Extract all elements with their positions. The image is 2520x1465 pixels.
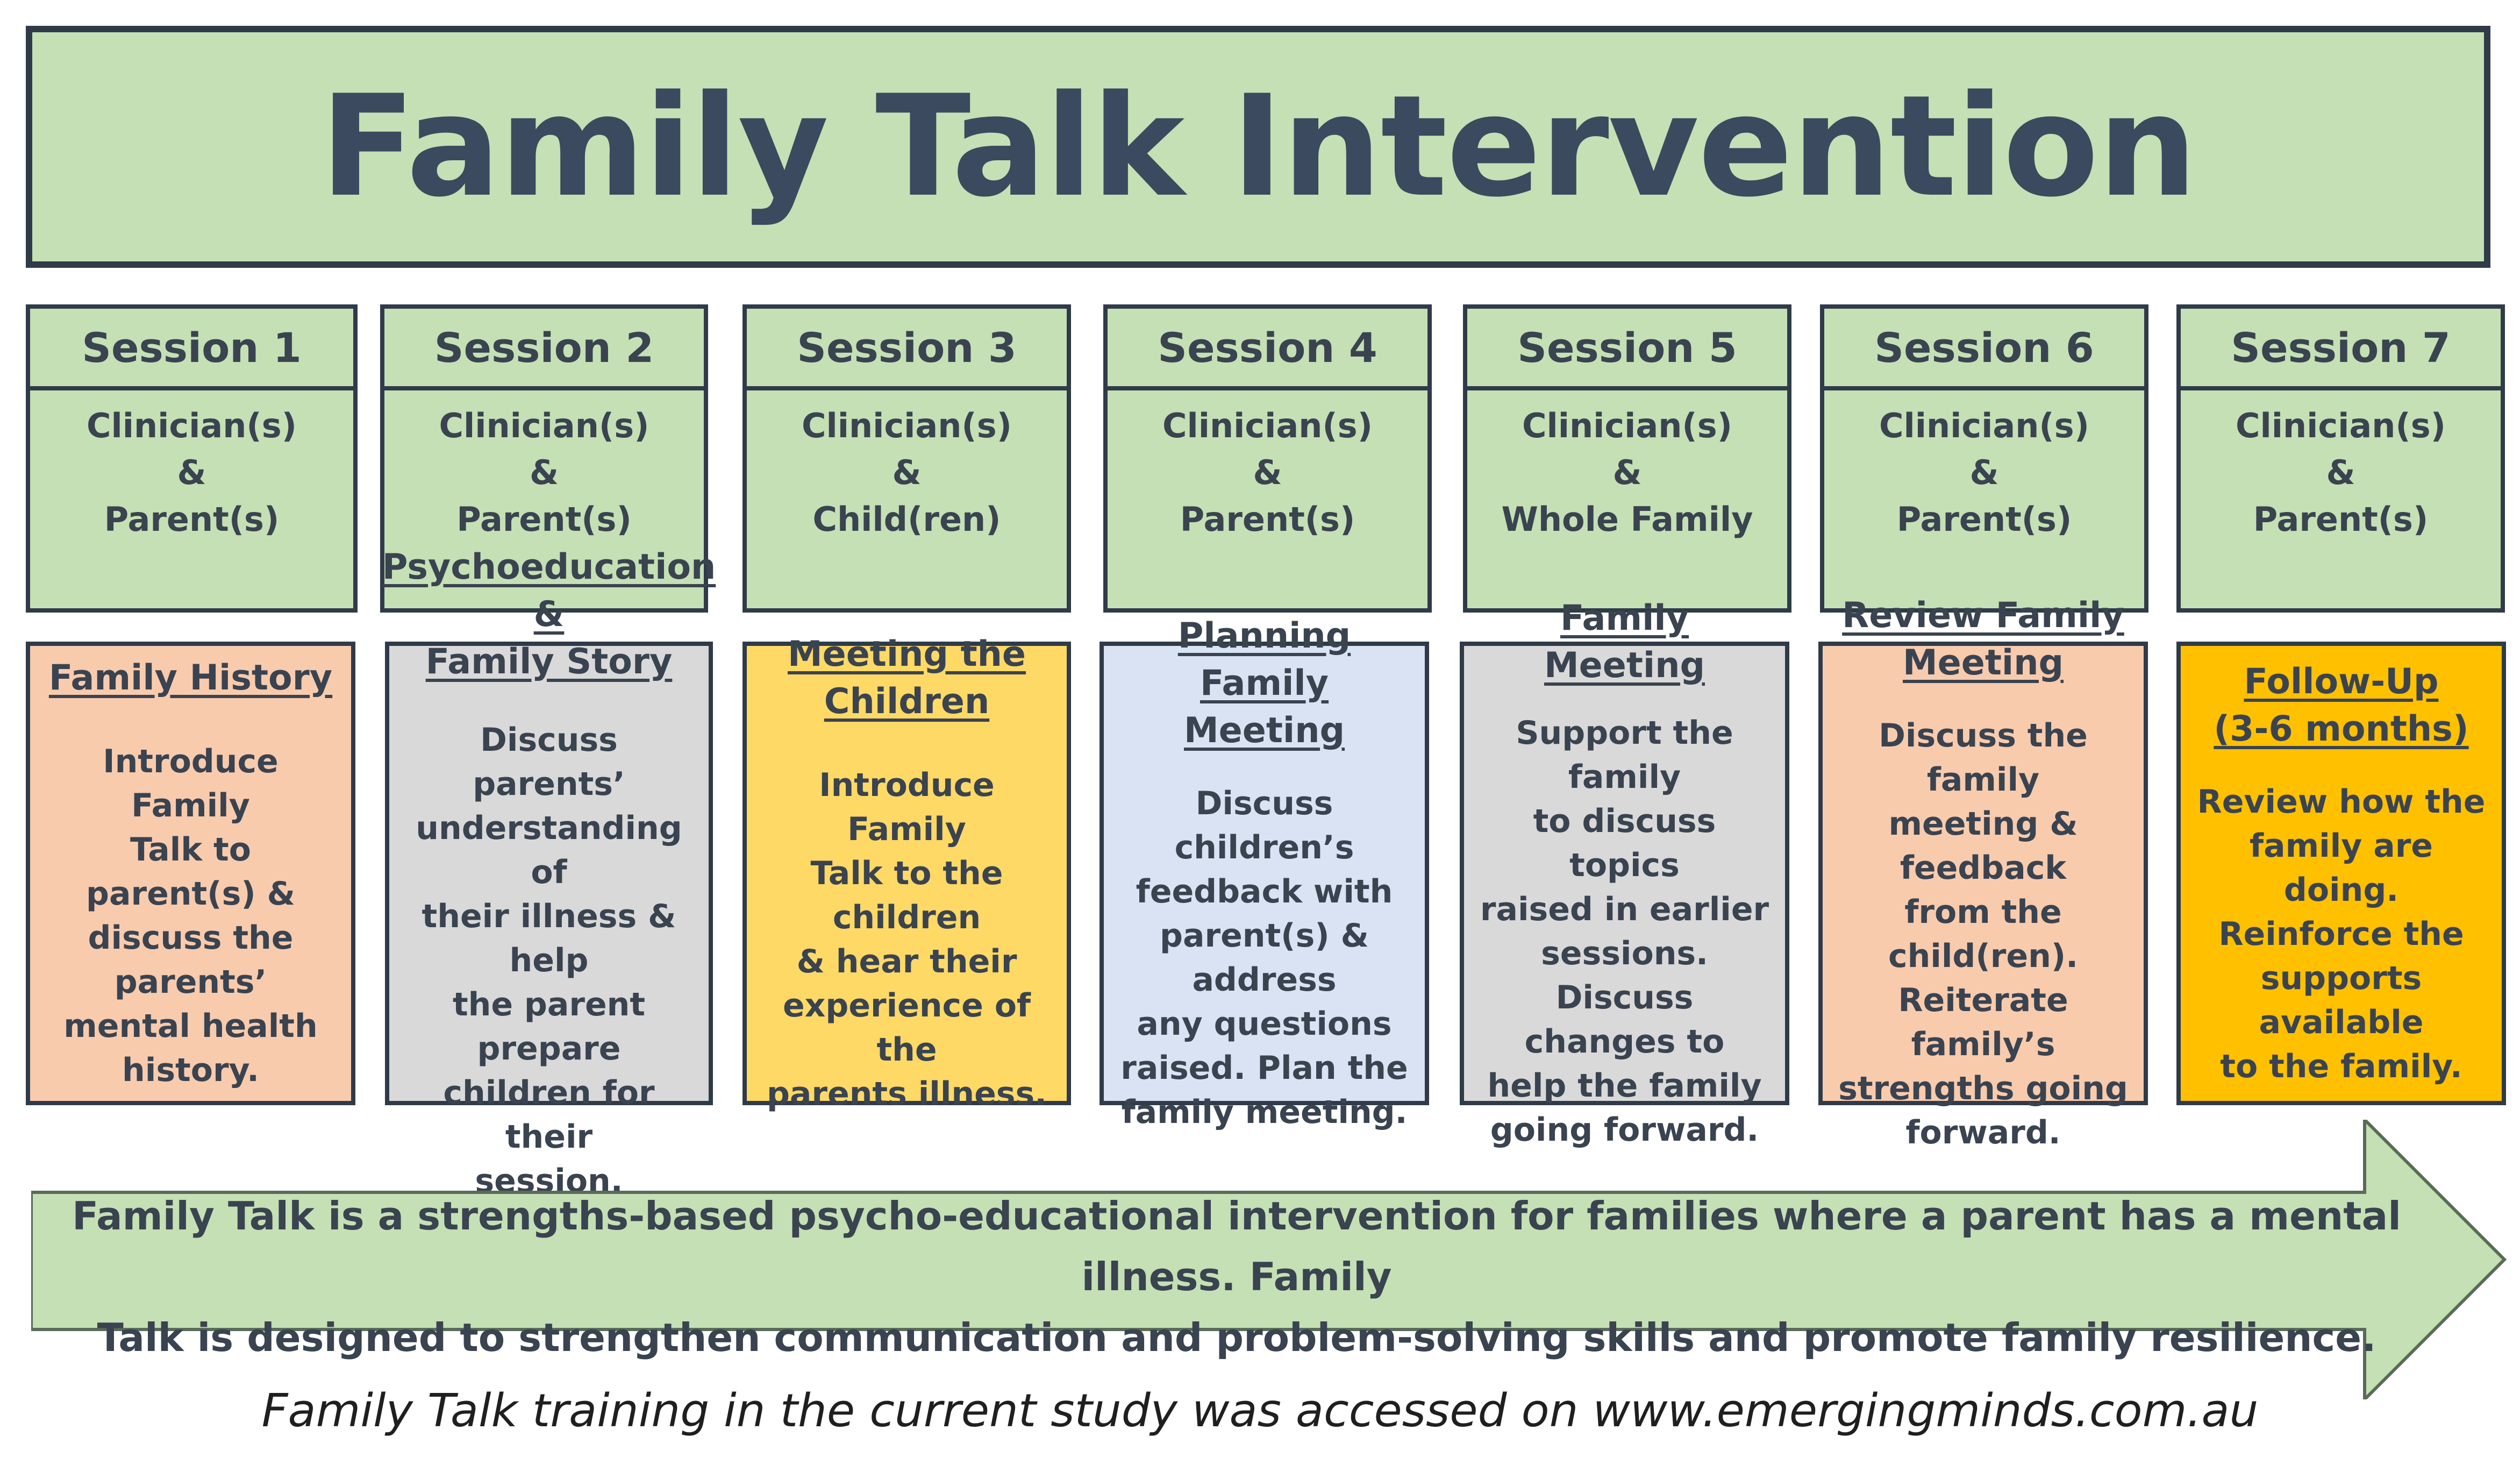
session-label: Session 7	[2181, 309, 2501, 390]
session-label: Session 6	[1824, 309, 2144, 390]
participant-line: Clinician(s)	[1522, 406, 1732, 445]
card-meeting-children	[743, 634, 1071, 1113]
card-description: Discuss parents’ understanding of their illness & help the parent prepare children for their session.	[416, 721, 682, 1200]
participant-line: Parent(s)	[1180, 500, 1355, 539]
card-review-meeting	[1818, 595, 2148, 1151]
card-heading: Family History	[48, 658, 333, 698]
session-box-7	[2176, 304, 2505, 613]
summary-line: Family Talk is a strengths-based psycho-educational intervention for families where a parent has a mental illness. Family	[72, 1193, 2401, 1299]
participant-line: &	[892, 453, 922, 492]
session-box-6	[1820, 304, 2148, 613]
card-psychoeducation	[382, 547, 716, 1200]
card-description: Discuss children’s feedback with parent(s) & address any questions raised. Plan the family meeting.	[1120, 785, 1408, 1131]
card-description: Support the family to discuss topics raised in earlier sessions. Discuss changes to help the family going forward.	[1480, 714, 1769, 1149]
session-participants	[1108, 390, 1427, 543]
session-participants	[384, 390, 704, 543]
session-label: Session 5	[1467, 309, 1787, 390]
participant-line: Clinician(s)	[2236, 406, 2446, 445]
card-planning-meeting	[1100, 616, 1429, 1131]
session-box-3	[743, 304, 1071, 613]
card-heading: Review Family Meeting	[1842, 595, 2124, 683]
session-participants	[747, 390, 1067, 543]
session-participants	[30, 390, 353, 543]
card-description: Discuss the family meeting & feedback from the child(ren). Reiterate family’s strengths going forward.	[1838, 717, 2128, 1151]
participant-line: Clinician(s)	[439, 406, 649, 445]
participant-line: &	[529, 453, 559, 492]
card-heading: Planning Family Meeting	[1177, 616, 1351, 751]
participant-line: Clinician(s)	[802, 406, 1012, 445]
session-label: Session 1	[30, 309, 353, 390]
card-heading: Follow-Up (3-6 months)	[2214, 662, 2469, 749]
card-description: Review how the family are doing. Reinforce the supports available to the family.	[2197, 783, 2486, 1085]
session-label: Session 3	[747, 309, 1067, 390]
participant-line: Clinician(s)	[87, 406, 297, 445]
participant-line: Whole Family	[1501, 500, 1753, 539]
participant-line: Clinician(s)	[1879, 406, 2089, 445]
page-title: Family Talk Intervention	[320, 66, 2196, 228]
card-family-history	[26, 642, 355, 1105]
session-label: Session 4	[1108, 309, 1427, 390]
intervention-summary	[54, 1186, 2419, 1368]
participant-line: &	[2326, 453, 2355, 492]
card-heading: Meeting the Children	[787, 634, 1026, 722]
participant-line: Parent(s)	[2253, 500, 2429, 539]
participant-line: &	[177, 453, 206, 492]
participant-line: &	[1253, 453, 1282, 492]
footer-note: Family Talk training in the current study was accessed on www.emergingminds.com.au	[261, 1384, 2259, 1438]
card-description: Introduce Family Talk to parent(s) & discuss the parents’ mental health history.	[63, 743, 318, 1089]
participant-line: Parent(s)	[104, 500, 280, 539]
session-box-1	[26, 304, 358, 613]
session-label: Session 2	[384, 309, 704, 390]
card-heading: Family Meeting	[1544, 598, 1705, 686]
summary-line: Talk is designed to strengthen communication and problem-solving skills and promote family resilience.	[97, 1315, 2376, 1360]
card-follow-up	[2176, 642, 2506, 1105]
participant-line: Parent(s)	[456, 500, 632, 539]
session-box-5	[1463, 304, 1791, 613]
card-family-meeting	[1460, 598, 1789, 1149]
title-banner	[26, 26, 2490, 268]
participant-line: Child(ren)	[812, 500, 1001, 539]
participant-line: Clinician(s)	[1162, 406, 1373, 445]
participant-line: Parent(s)	[1896, 500, 2072, 539]
card-description: Introduce Family Talk to the children & hear their experience of the parents illness.	[766, 766, 1047, 1113]
participant-line: &	[1969, 453, 1999, 492]
session-participants	[2181, 390, 2501, 543]
card-heading: Psychoeducation & Family Story	[382, 547, 716, 682]
participant-line: &	[1612, 453, 1642, 492]
session-participants	[1824, 390, 2144, 543]
session-participants	[1467, 390, 1787, 543]
session-box-4	[1103, 304, 1432, 613]
